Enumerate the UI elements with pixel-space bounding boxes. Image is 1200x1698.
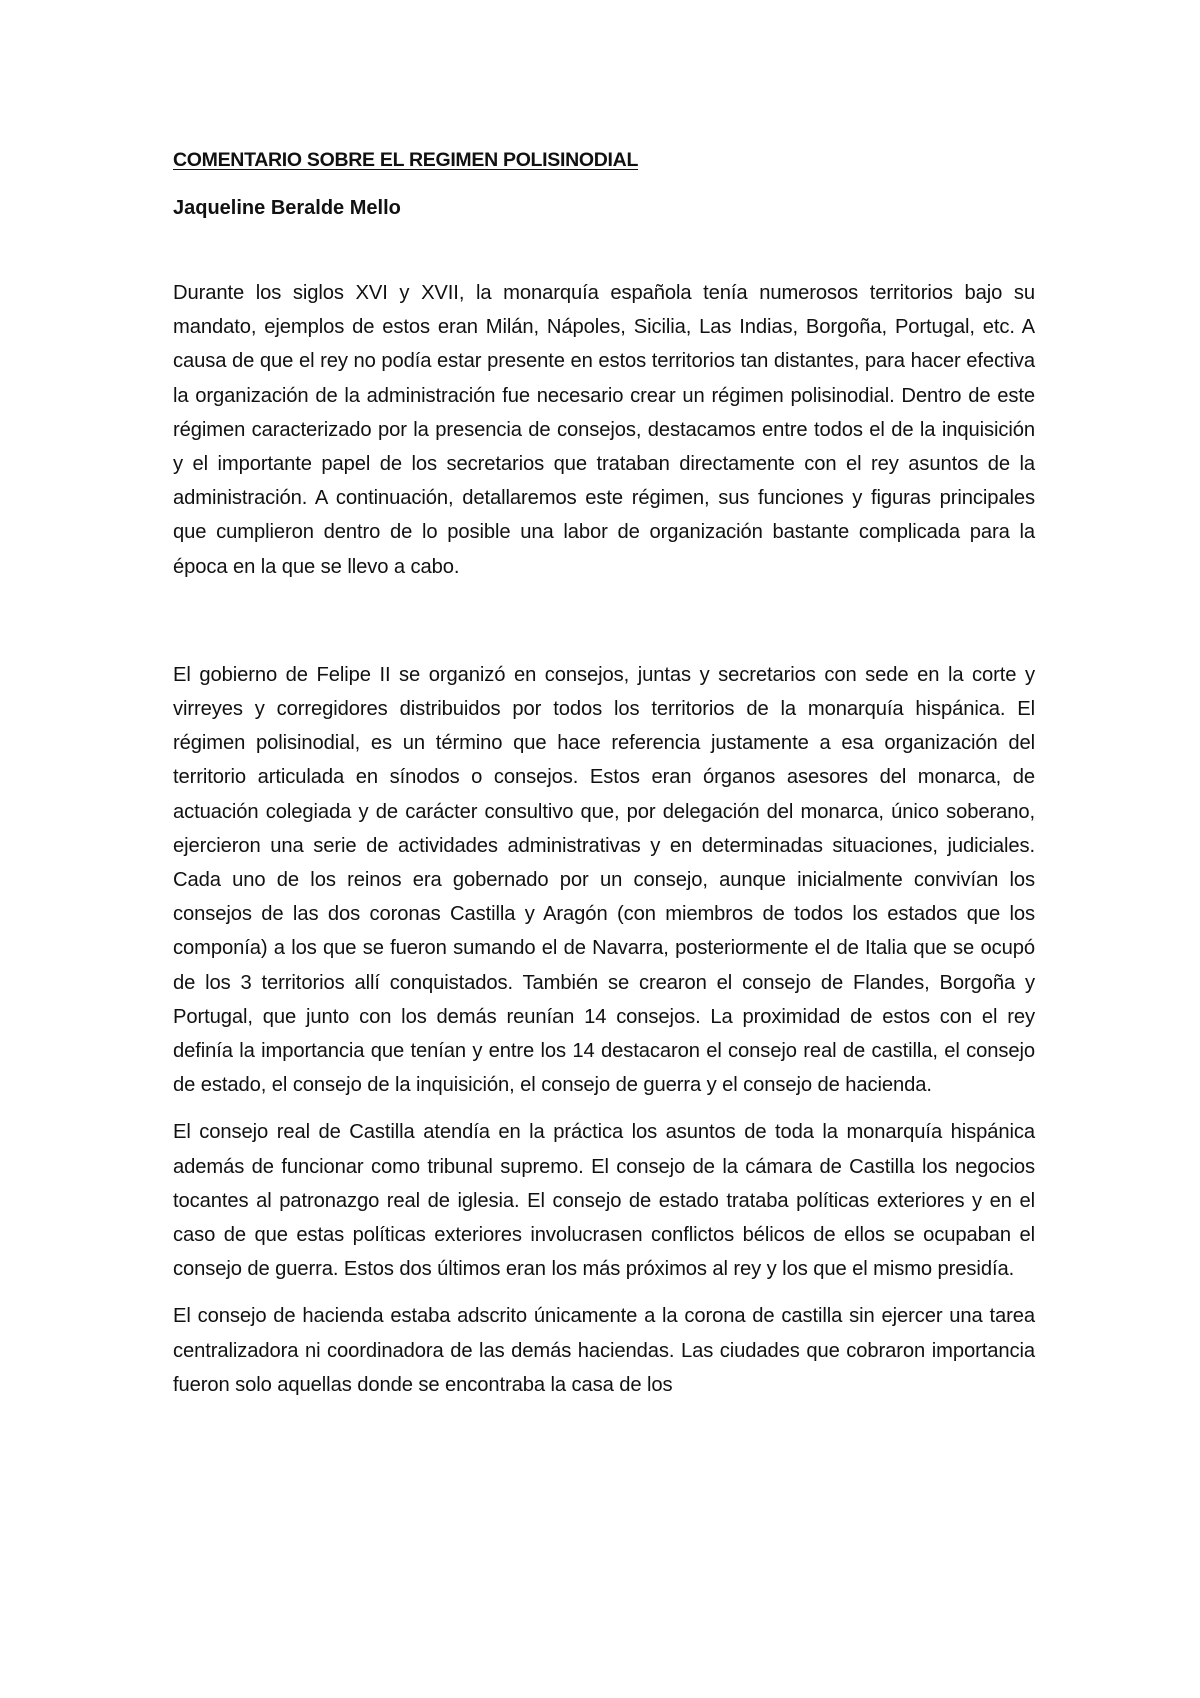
- paragraph-government-organization: El gobierno de Felipe II se organizó en consejos, juntas y secretarios con sede en la corte y virreyes y corregidores distribuidos por todos los territorios de la monarquía hispánica. El régimen polisinodial, es un término que hace referencia justamente a esa organización del territorio articulada en sínodos o consejos. Estos eran órganos asesores del monarca, de actuación colegiada y de carácter consultivo que, por delegación del monarca, único soberano, ejercieron una serie de actividades administrativas y en determinadas situaciones, judiciales. Cada uno de los reinos era gobernado por un consejo, aunque inicialmente convivían los consejos de las dos coronas Castilla y Aragón (con miembros de todos los estados que los componía) a los que se fueron sumando el de Navarra, posteriormente el de Italia que se ocupó de los 3 territorios allí conquistados. También se crearon el consejo de Flandes, Borgoña y Portugal, que junto con los demás reunían 14 consejos. La proximidad de estos con el rey definía la importancia que tenían y entre los 14 destacaron el consejo real de castilla, el consejo de estado, el consejo de la inquisición, el consejo de guerra y el consejo de hacienda.: [173, 663, 1035, 1097]
- paragraph-finance-council: El consejo de hacienda estaba adscrito únicamente a la corona de castilla sin ejercer una tarea centralizadora ni coordinadora de las demás haciendas. Las ciudades que cobraron importancia fueron solo aquellas donde se encontraba la casa de los: [173, 1305, 1035, 1396]
- document-author: Jaqueline Beralde Mello: [173, 197, 401, 219]
- document-body: [173, 143, 1035, 1402]
- document-title: COMENTARIO SOBRE EL REGIMEN POLISINODIAL: [173, 149, 639, 171]
- paragraph-introduction: Durante los siglos XVI y XVII, la monarquía española tenía numerosos territorios bajo su mandato, ejemplos de estos eran Milán, Nápoles, Sicilia, Las Indias, Borgoña, Portugal, etc. A causa de que el rey no podía estar presente en estos territorios tan distantes, para hacer efectiva la organización de la administración fue necesario crear un régimen polisinodial. Dentro de este régimen caracterizado por la presencia de consejos, destacamos entre todos el de la inquisición y el importante papel de los secretarios que trataban directamente con el rey asuntos de la administración. A continuación, detallaremos este régimen, sus funciones y figuras principales que cumplieron dentro de lo posible una labor de organización bastante complicada para la época en la que se llevo a cabo.: [173, 282, 1035, 578]
- paragraph-royal-council: El consejo real de Castilla atendía en la práctica los asuntos de toda la monarquía hispánica además de funcionar como tribunal supremo. El consejo de la cámara de Castilla los negocios tocantes al patronazgo real de iglesia. El consejo de estado trataba políticas exteriores y en el caso de que estas políticas exteriores involucrasen conflictos bélicos de ellos se ocupaban el consejo de guerra. Estos dos últimos eran los más próximos al rey y los que el mismo presidía.: [173, 1121, 1035, 1281]
